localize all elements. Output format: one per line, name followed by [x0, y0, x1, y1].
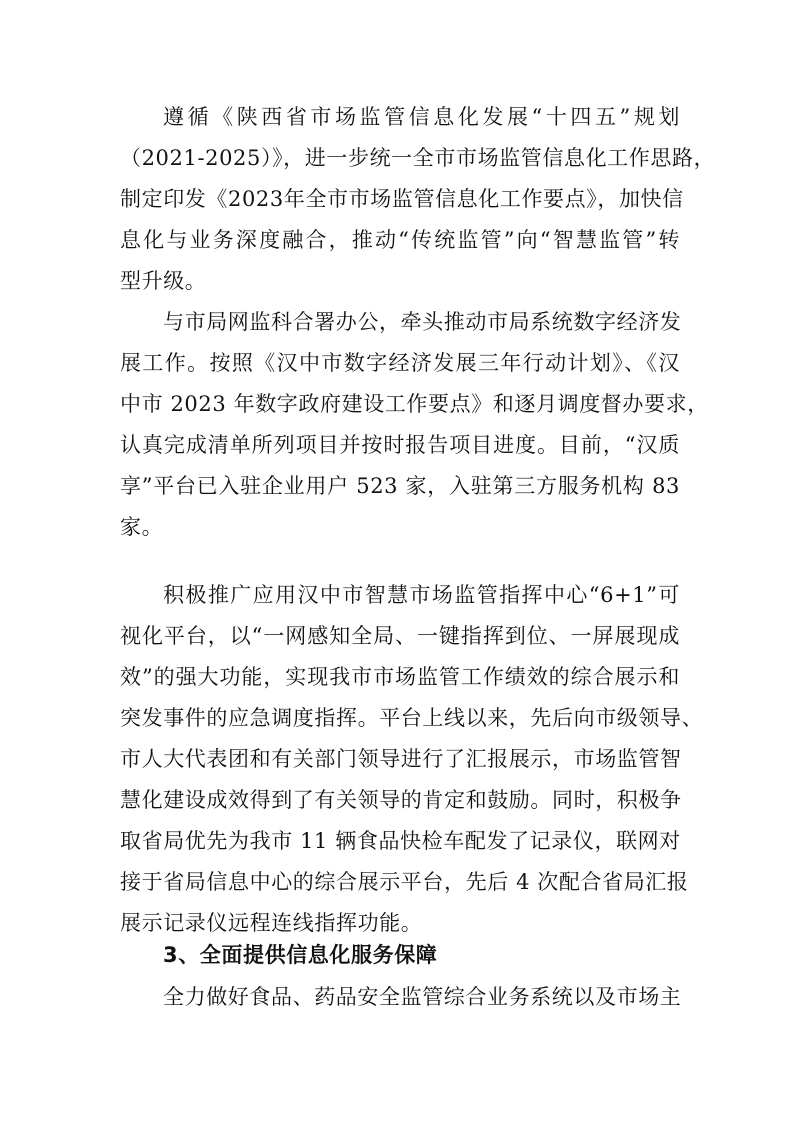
paragraph-1-line-1: 遵循《陕西省市场监管信息化发展“十四五”规划 [163, 105, 680, 129]
paragraph-3-line-5: 市人大代表团和有关部门领导进行了汇报展示，市场监管智 [120, 747, 682, 771]
paragraph-3-line-2: 视化平台，以“一网感知全局、一键指挥到位、一屏展现成 [120, 624, 680, 648]
paragraph-3-line-7: 取省局优先为我市 11 辆食品快检车配发了记录仪，联网对 [120, 829, 681, 853]
paragraph-3-line-8: 接于省局信息中心的综合展示平台，先后 4 次配合省局汇报 [120, 870, 689, 894]
paragraph-2-line-2: 展工作。按照《汉中市数字经济发展三年行动计划》、《汉 [120, 351, 680, 375]
paragraph-3-line-6: 慧化建设成效得到了有关领导的肯定和鼓励。同时，积极争 [120, 788, 682, 812]
paragraph-1-line-4: 息化与业务深度融合，推动“传统监管”向“智慧监管”转 [120, 228, 680, 252]
paragraph-3-line-3: 效”的强大功能，实现我市市场监管工作绩效的综合展示和 [120, 665, 680, 689]
paragraph-1-line-5: 型升级。 [120, 269, 207, 293]
paragraph-1-line-2: （2021-2025）》，进一步统一全市市场监管信息化工作思路， [120, 146, 716, 170]
section-heading: 3、全面提供信息化服务保障 [163, 943, 438, 967]
paragraph-1-line-3: 制定印发《2023年全市市场监管信息化工作要点》，加快信 [120, 187, 684, 211]
paragraph-2-line-5: 享”平台已入驻企业用户 523 家，入驻第三方服务机构 83 [120, 474, 680, 498]
paragraph-3-line-9: 展示记录仪远程连线指挥功能。 [120, 911, 423, 935]
paragraph-3-line-4: 突发事件的应急调度指挥。平台上线以来，先后向市级领导、 [120, 706, 704, 730]
final-paragraph-line-1: 全力做好食品、药品安全监管综合业务系统以及市场主 [163, 985, 682, 1009]
paragraph-3-line-1: 积极推广应用汉中市智慧市场监管指挥中心“6+1”可 [163, 583, 680, 607]
paragraph-2-line-4: 认真完成清单所列项目并按时报告项目进度。目前，“汉质 [120, 433, 680, 457]
paragraph-2-line-3: 中市 2023 年数字政府建设工作要点》和逐月调度督办要求， [120, 392, 709, 416]
paragraph-2-line-1: 与市局网监科合署办公，牵头推动市局系统数字经济发 [163, 310, 682, 334]
paragraph-2-line-6: 家。 [120, 515, 164, 539]
